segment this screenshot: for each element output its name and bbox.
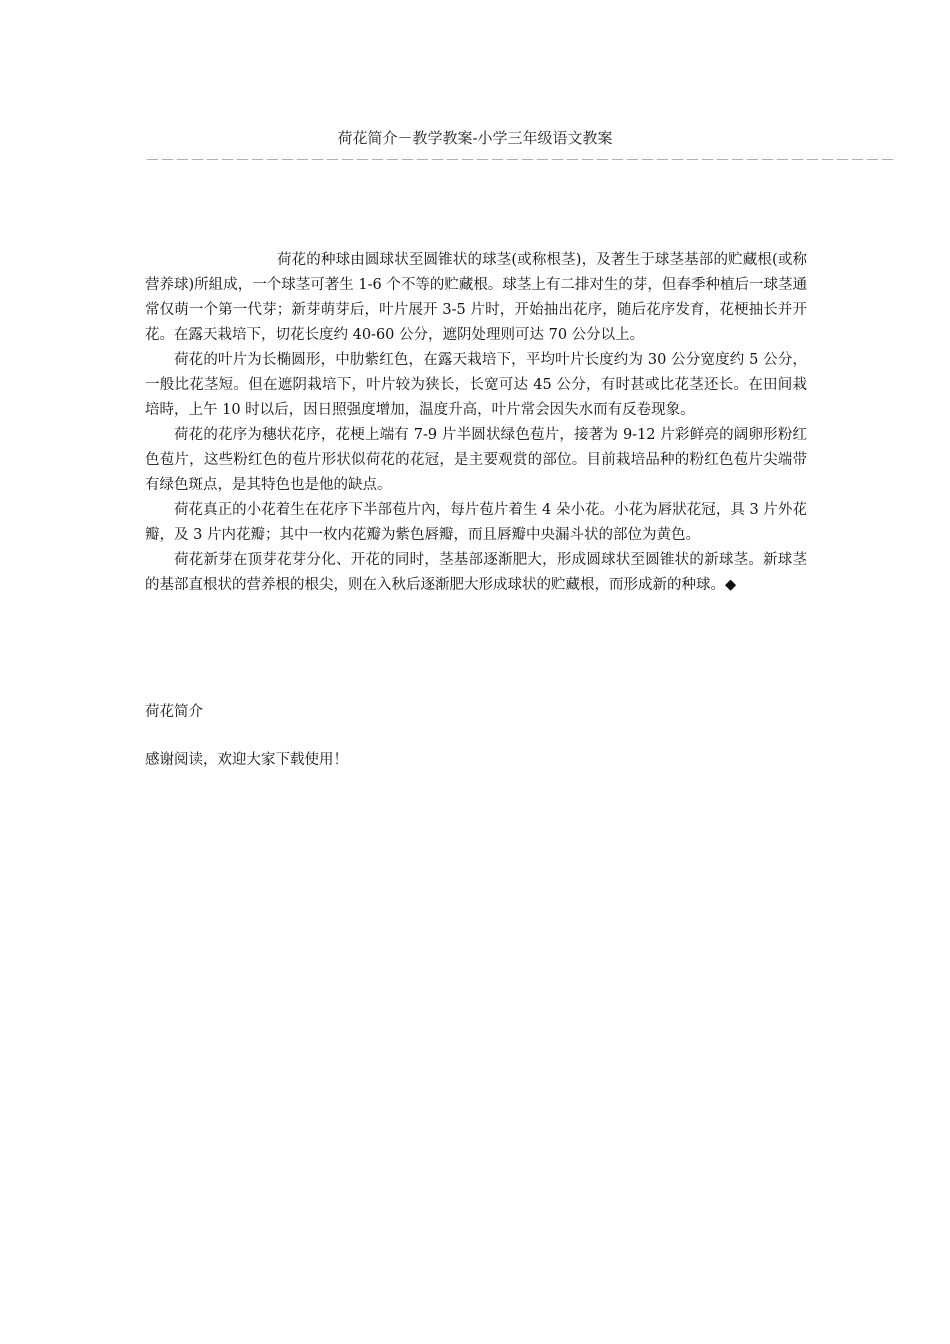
paragraph-5	[145, 548, 807, 598]
paragraph-4: 荷花真正的小花着生在花序下半部苞片內，每片苞片着生 4 朵小花。小花为唇狀花冠，具 3 片外花瓣，及 3 片内花瓣；其中一枚内花瓣为紫色唇瓣，而且唇瓣中央漏斗状的部位为黄色。	[145, 502, 807, 543]
document-title: 荷花简介－教学教案-小学三年级语文教案	[337, 129, 613, 147]
paragraph-3: 荷花的花序为穗状花序，花梗上端有 7-9 片半圆状绿色苞片，接著为 9-12 片彩鲜亮的阔卵形粉红色苞片，这些粉红色的苞片形状似荷花的花冠，是主要观赏的部位。目前栽培品种的粉红色苞片尖端带有绿色斑点，是其特色也是他的缺点。	[145, 427, 807, 493]
thanks-note: 感谢阅读，欢迎大家下载使用！	[145, 752, 348, 768]
footer-title: 荷花简介	[145, 704, 203, 720]
paragraph-5-text: 荷花新芽在顶芽花芽分化、开花的同时，茎基部逐渐肥大，形成圆球状至圆锥状的新球茎。新球茎的基部直根状的营养根的根尖，则在入秋后逐渐肥大形成球状的贮藏根，而形成新的种球。	[145, 552, 807, 593]
document-body	[145, 248, 807, 598]
title-underline-rule: －－－－－－－－－－－－－－－－－－－－－－－－－－－－－－－－－－－－－－－－－－－－－－－－－－	[145, 151, 896, 169]
paragraph-2: 荷花的叶片为长椭圆形，中肋紫红色，在露天栽培下，平均叶片长度约为 30 公分宽度约 5 公分，一般比花茎短。但在遮阴栽培下，叶片较为狭长，长宽可达 45 公分，有时甚或比花茎还长。在田间栽培時，上午 10 时以后，因日照强度增加，温度升高，叶片常会因失水而有反卷现象。	[145, 352, 807, 418]
end-diamond-icon: ◆	[725, 577, 737, 593]
paragraph-1: 荷花的种球由圆球状至圆锥状的球茎(或称根茎)，及著生于球茎基部的贮藏根(或称营养球)所組成，一个球茎可著生 1-6 个不等的贮藏根。球茎上有二排对生的芽，但春季种植后一球茎通常仅萌一个第一代芽；新芽萌芽后，叶片展开 3-5 片时，开始抽出花序，随后花序发育，花梗抽长并开花。在露天栽培下，切花长度约 40-60 公分，遮阴处理则可达 70 公分以上。	[145, 252, 807, 343]
